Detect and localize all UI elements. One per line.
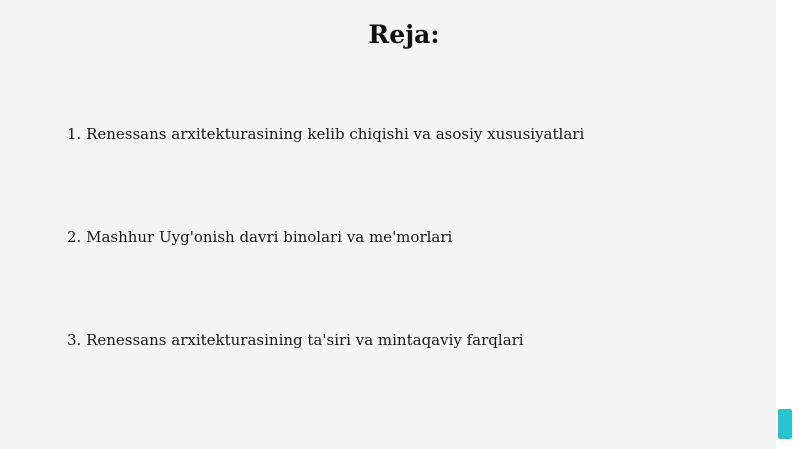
scrollbar-thumb[interactable] xyxy=(778,409,792,439)
plan-item-3: 3. Renessans arxitekturasining ta'siri va mintaqaviy farqlari xyxy=(67,331,524,349)
scrollbar-track[interactable] xyxy=(776,0,800,449)
plan-item-1: 1. Renessans arxitekturasining kelib chiqishi va asosiy xususiyatlari xyxy=(67,125,585,143)
plan-item-2: 2. Mashhur Uyg'onish davri binolari va me'morlari xyxy=(67,228,453,246)
slide-title: Reja: xyxy=(368,20,440,49)
